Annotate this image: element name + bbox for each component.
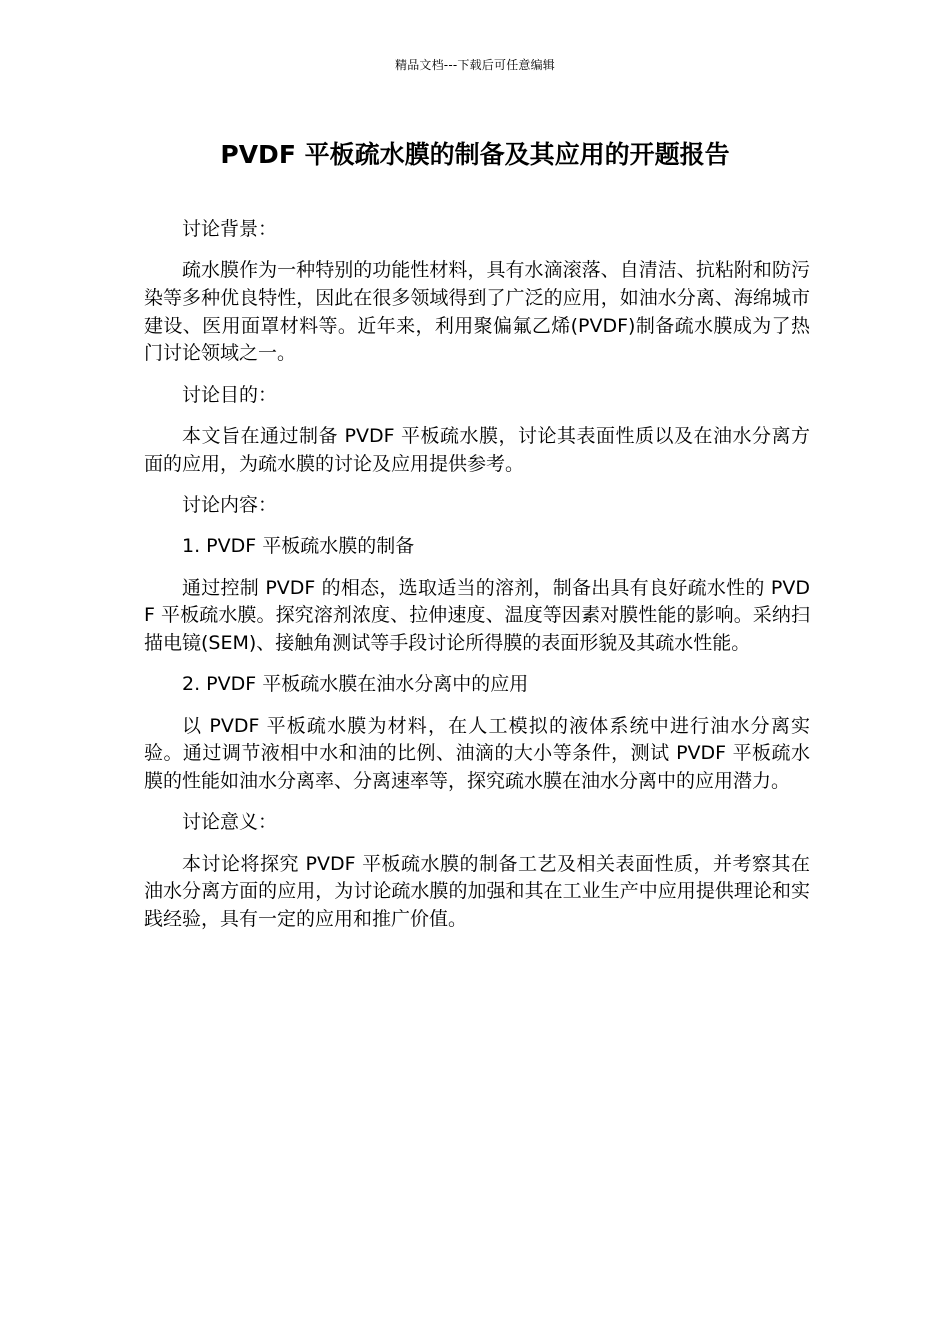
- paragraph-significance: 本讨论将探究 PVDF 平板疏水膜的制备工艺及相关表面性质，并考察其在油水分离方面的应用，为讨论疏水膜的加强和其在工业生产中应用提供理论和实践经验，具有一定的应用和推广价值。: [144, 852, 810, 930]
- paragraph-background: 疏水膜作为一种特别的功能性材料，具有水滴滚落、自清洁、抗粘附和防污染等多种优良特性，因此在很多领域得到了广泛的应用，如油水分离、海绵城市建设、医用面罩材料等。近年来，利用聚偏氟乙烯(PVDF)制备疏水膜成为了热门讨论领域之一。: [144, 259, 810, 365]
- paragraph-preparation: 通过控制 PVDF 的相态，选取适当的溶剂，制备出具有良好疏水性的 PVDF 平板疏水膜。探究溶剂浓度、拉伸速度、温度等因素对膜性能的影响。采纳扫描电镜(SEM)、接触角测试等手段讨论所得膜的表面形貌及其疏水性能。: [144, 576, 810, 654]
- document-title: PVDF 平板疏水膜的制备及其应用的开题报告: [220, 140, 730, 169]
- subheading-preparation: 1. PVDF 平板疏水膜的制备: [182, 535, 415, 558]
- paragraph-purpose: 本文旨在通过制备 PVDF 平板疏水膜，讨论其表面性质以及在油水分离方面的应用，为疏水膜的讨论及应用提供参考。: [144, 425, 810, 475]
- paragraph-application: 以 PVDF 平板疏水膜为材料，在人工模拟的液体系统中进行油水分离实验。通过调节液相中水和油的比例、油滴的大小等条件，测试 PVDF 平板疏水膜的性能如油水分离率、分离速率等，探究疏水膜在油水分离中的应用潜力。: [144, 714, 810, 792]
- subheading-application: 2. PVDF 平板疏水膜在油水分离中的应用: [182, 673, 529, 696]
- document-body: [144, 216, 810, 947]
- section-heading-purpose: 讨论目的：: [182, 383, 278, 406]
- section-heading-significance: 讨论意义：: [182, 811, 278, 834]
- section-heading-background: 讨论背景：: [182, 218, 278, 240]
- section-heading-content: 讨论内容：: [182, 494, 278, 516]
- page-header: 精品文档---下载后可任意编辑: [395, 58, 555, 72]
